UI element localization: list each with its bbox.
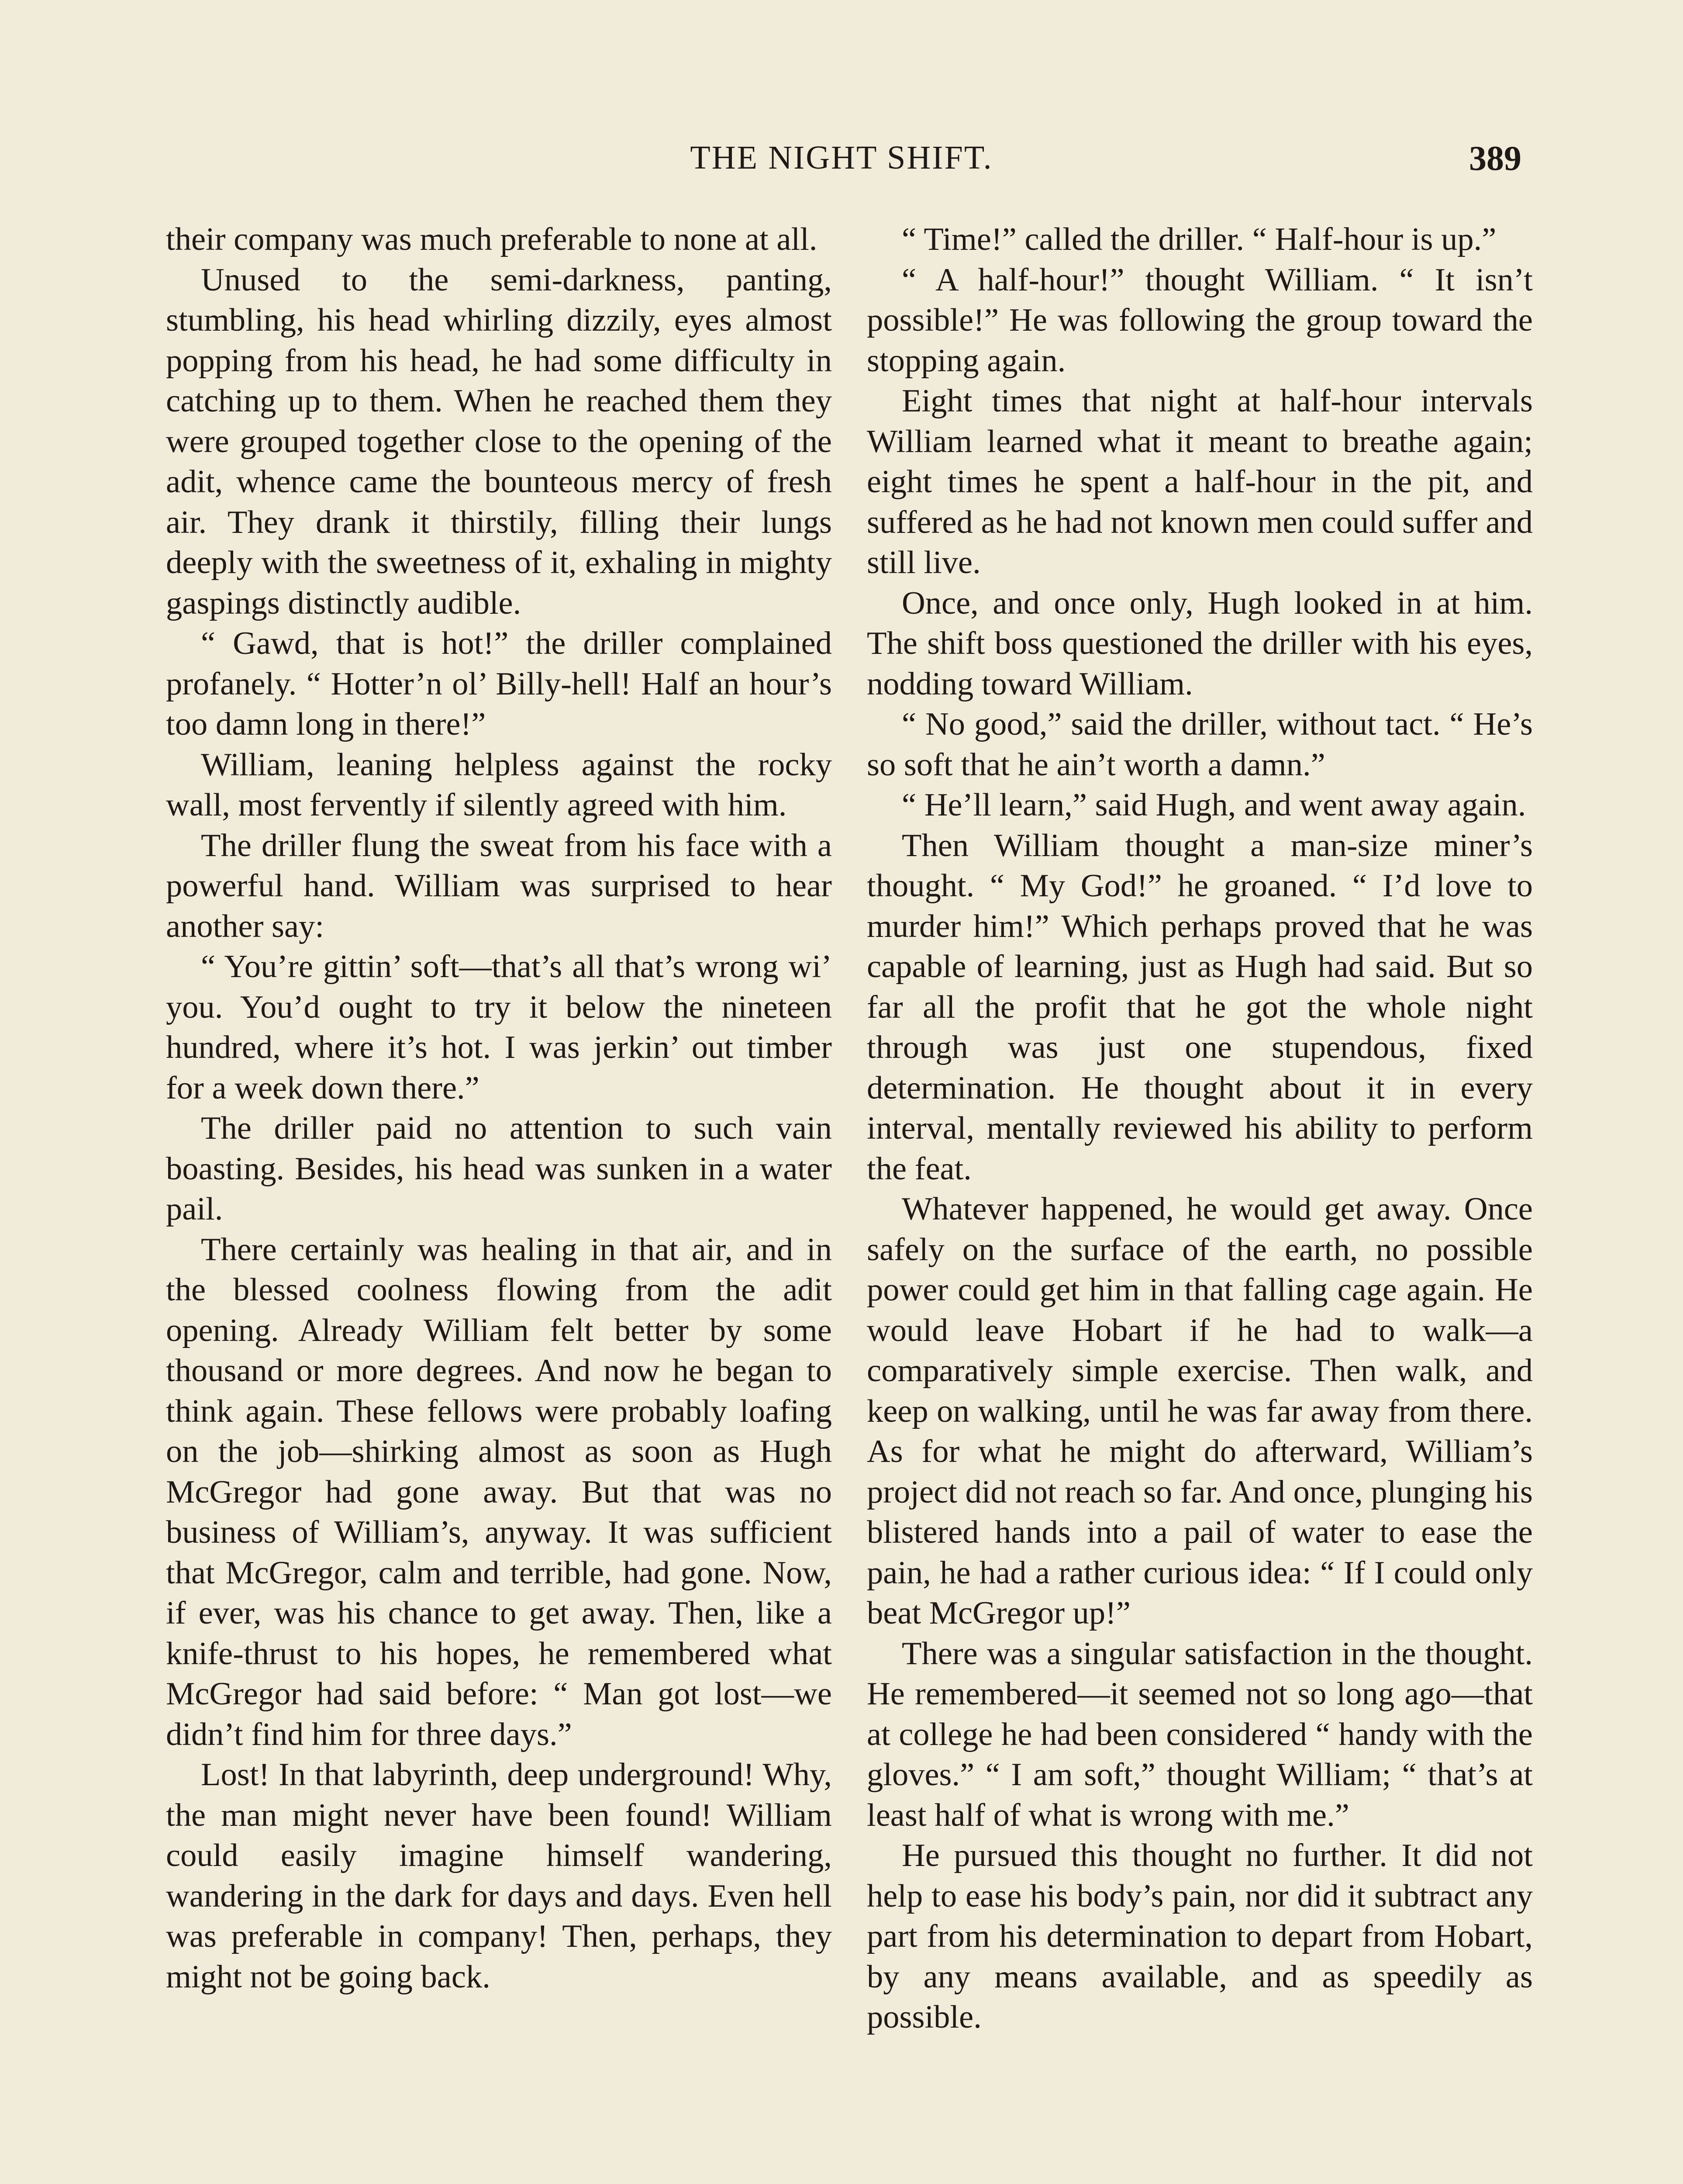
paragraph: He pursued this thought no further. It did not help to ease his body’s pain, nor did it subtract any part from his determination to depart from Hobart, by any means available, and as speedily as possible. [867,1838,1533,2035]
paragraph: “ A half-hour!” thought William. “ It isn’t possible!” He was following the group toward the stopping again. [867,262,1533,379]
paragraph: “ He’ll learn,” said Hugh, and went away again. [902,787,1526,823]
paragraph: The driller flung the sweat from his face with a powerful hand. William was surprised to hear another say: [166,827,832,944]
right-text-column [867,219,1533,2038]
paragraph: “ Time!” called the driller. “ Half-hour is up.” [902,221,1497,257]
paragraph: The driller paid no attention to such vain boasting. Besides, his head was sunken in a water pail. [166,1110,832,1227]
paragraph: Unused to the semi-darkness, panting, stumbling, his head whirling dizzily, eyes almost popping from his head, he had some difficulty in catching up to them. When he reached them they were grouped together close to the opening of the adit, whence came the bounteous mercy of fresh air. They drank it thirstily, filling their lungs deeply with the sweetness of it, exhaling in mighty gaspings distinctly audible. [166,262,832,621]
left-text-column [166,219,832,1997]
paragraph: “ No good,” said the driller, without tact. “ He’s so soft that he ain’t worth a damn.” [867,706,1533,783]
paragraph: Eight times that night at half-hour intervals William learned what it meant to breathe again; eight times he spent a half-hour in the pit, and suffered as he had not known men could suffer and still live. [867,383,1533,581]
paragraph: There was a singular satisfaction in the thought. He remembered—it seemed not so long ago—that at college he had been considered “ handy with the gloves.” “ I am soft,” thought William; “ that’s at least half of what is wrong with me.” [867,1635,1533,1833]
paragraph: their company was much preferable to none at all. [166,221,817,257]
running-title: THE NIGHT SHIFT. [690,139,993,176]
paragraph: There certainly was healing in that air, and in the blessed coolness flowing from the adit opening. Already William felt better by some thousand or more degrees. And now he began to think again. These fellows were probably loafing on the job—shirking almost as soon as Hugh McGregor had gone away. But that was no business of William’s, anyway. It was sufficient that McGregor, calm and terrible, had gone. Now, if ever, was his chance to get away. Then, like a knife-thrust to his hopes, he remembered what McGregor had said before: “ Man got lost—we didn’t find him for three days.” [166,1231,832,1752]
paragraph: “ You’re gittin’ soft—that’s all that’s wrong wi’ you. You’d ought to try it below the nineteen hundred, where it’s hot. I was jerkin’ out timber for a week down there.” [166,949,832,1106]
paragraph: William, leaning helpless against the rocky wall, most fervently if silently agreed with him. [166,746,832,823]
paragraph: “ Gawd, that is hot!” the driller complained profanely. “ Hotter’n ol’ Billy-hell! Half an hour’s too damn long in there!” [166,625,832,742]
page-header [162,139,1521,191]
paragraph: Once, and once only, Hugh looked in at him. The shift boss questioned the driller with his eyes, nodding toward William. [867,585,1533,702]
paragraph: Lost! In that labyrinth, deep underground! Why, the man might never have been found! William could easily imagine himself wandering, wandering in the dark for days and days. Even hell was preferable in company! Then, perhaps, they might not be going back. [166,1757,832,1995]
paragraph: Then William thought a man-size miner’s thought. “ My God!” he groaned. “ I’d love to murder him!” Which perhaps proved that he was capable of learning, just as Hugh had said. But so far all the profit that he got the whole night through was just one stupendous, fixed determination. He thought about it in every interval, mentally reviewed his ability to perform the feat. [867,827,1533,1187]
page-number: 389 [1469,139,1521,178]
paragraph: Whatever happened, he would get away. Once safely on the surface of the earth, no possible power could get him in that falling cage again. He would leave Hobart if he had to walk—a comparatively simple exercise. Then walk, and keep on walking, until he was far away from there. As for what he might do afterward, William’s project did not reach so far. And once, plunging his blistered hands into a pail of water to ease the pain, he had a rather curious idea: “ If I could only beat McGregor up!” [867,1191,1533,1631]
